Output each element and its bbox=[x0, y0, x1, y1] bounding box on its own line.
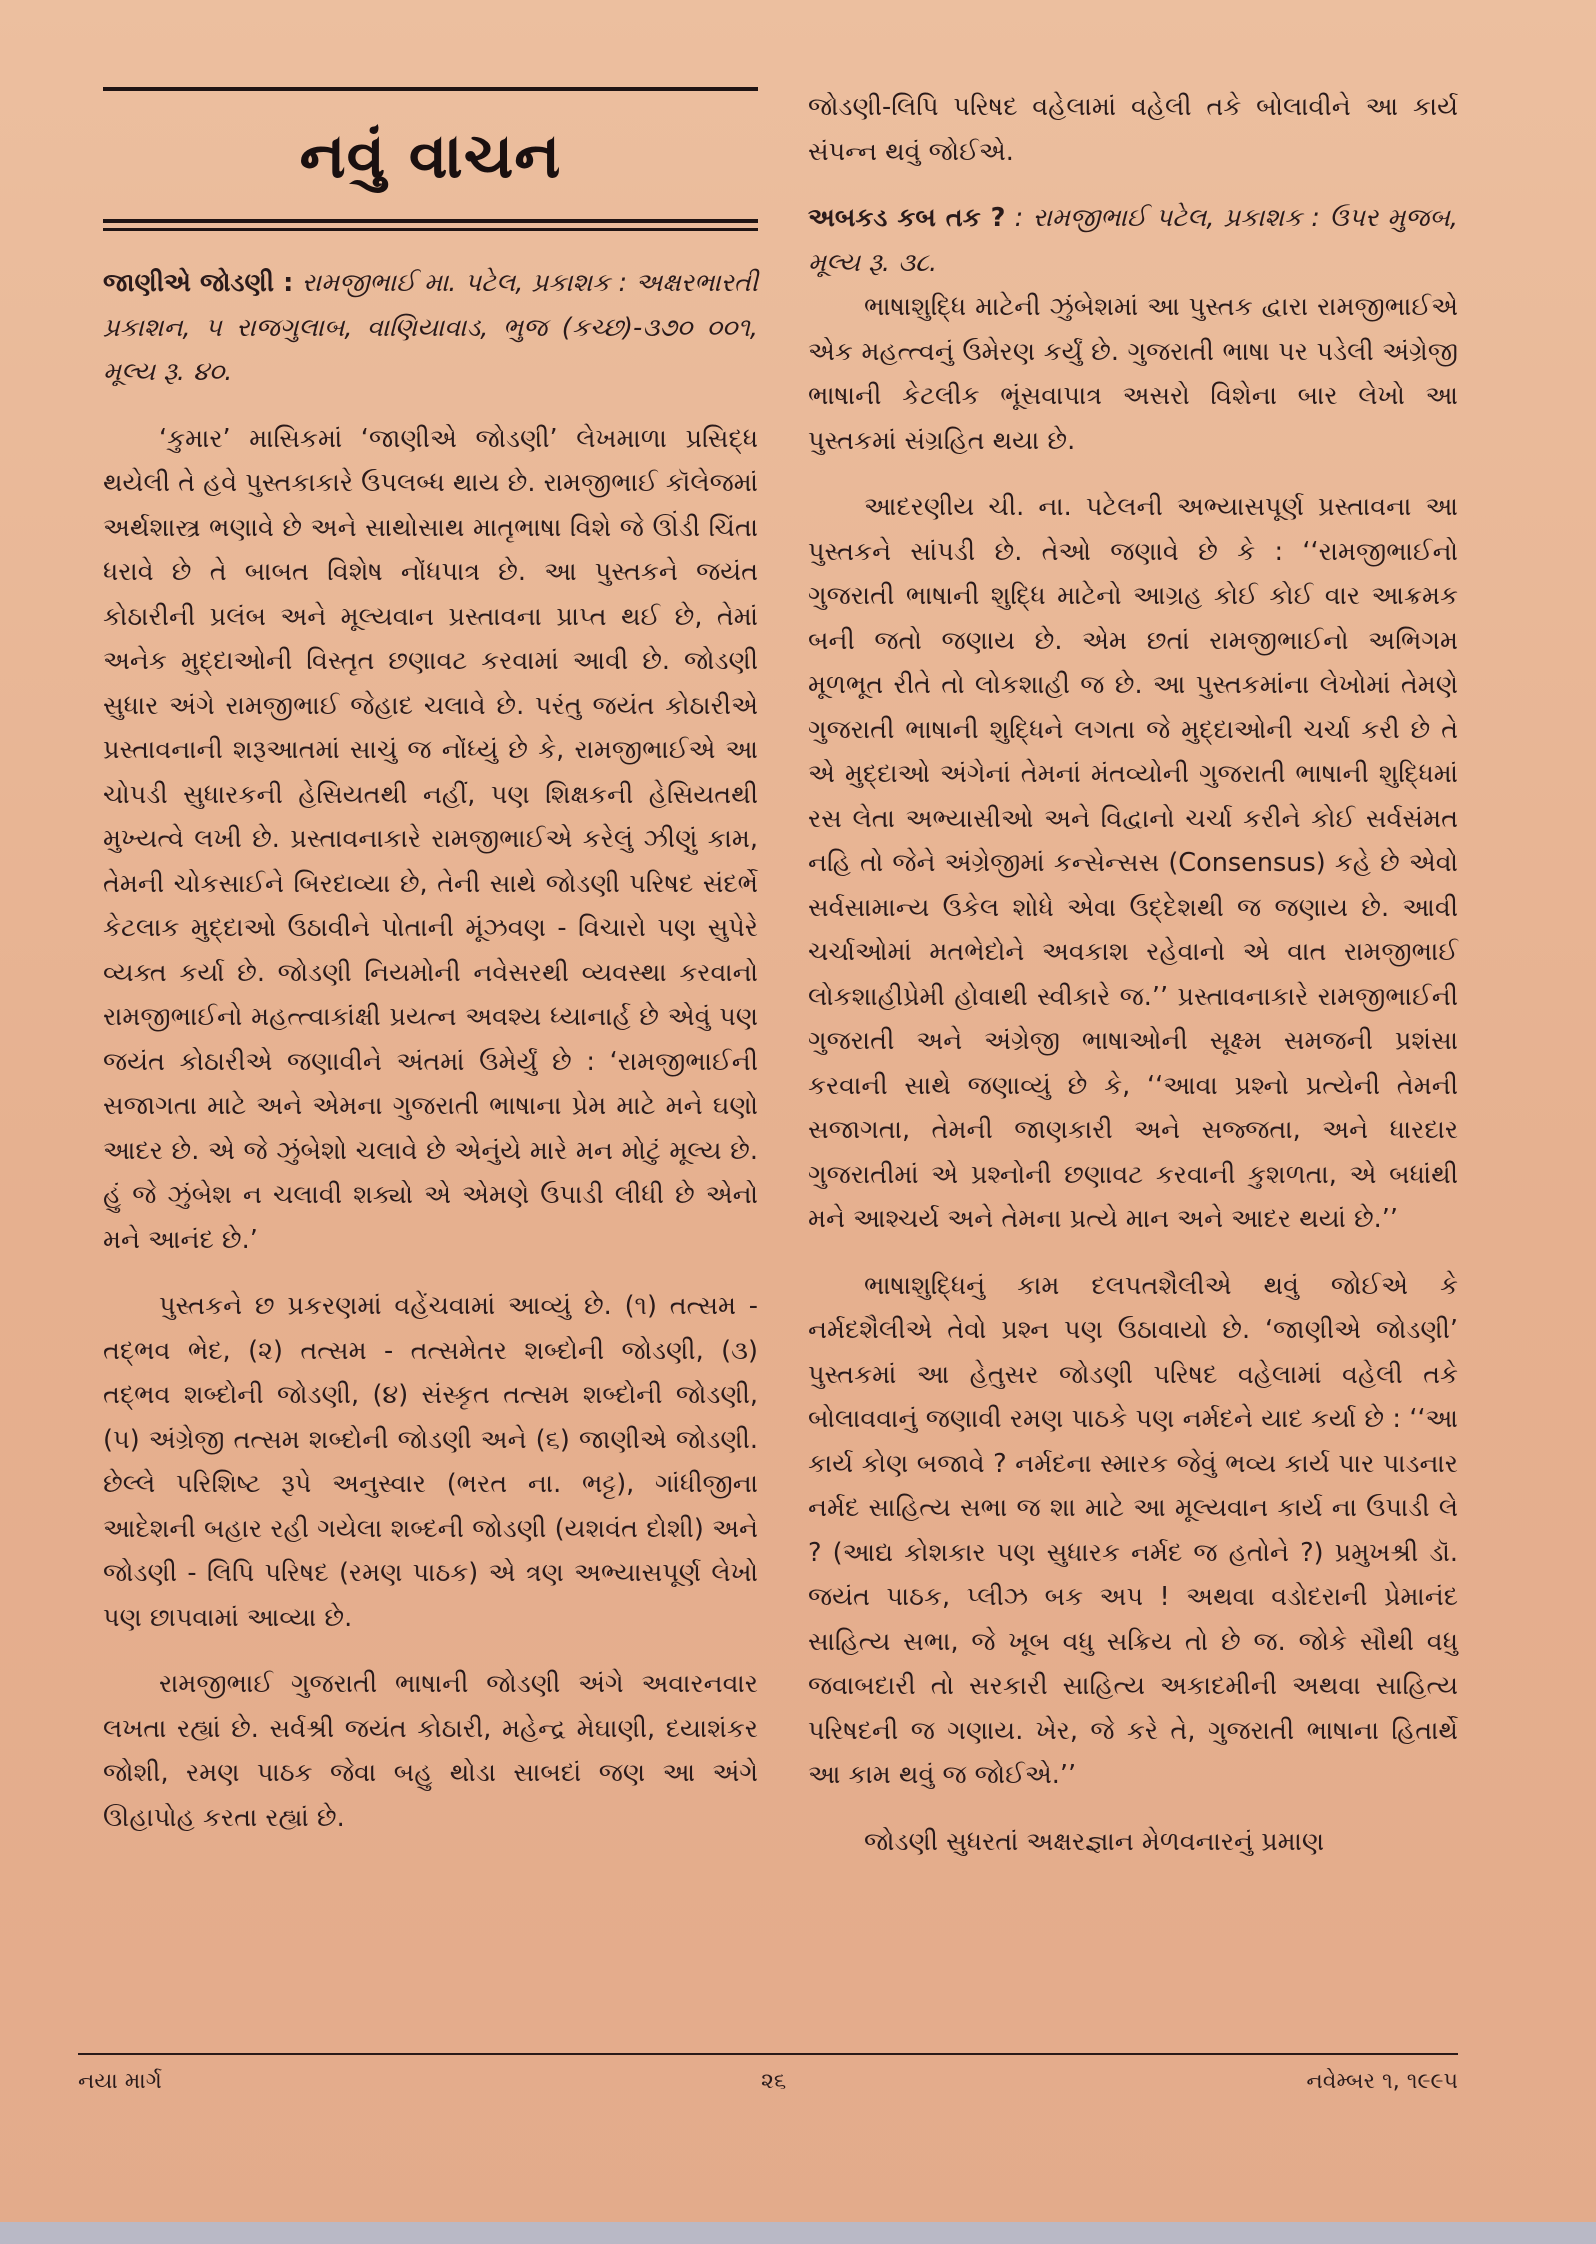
review1-bibliography bbox=[103, 261, 758, 395]
left-column bbox=[103, 85, 758, 1840]
review1-book-title: જાણીએ જોડણી : bbox=[103, 268, 294, 298]
top-rule bbox=[103, 87, 758, 91]
review1-publication-details: રામજીભાઈ મા. પટેલ, પ્રકાશક : અક્ષરભારતી પ્રકાશન, ૫ રાજગુલાબ, વાણિયાવાડ, ભુજ (કચ્છ)-૩૭૦ ૦૦૧, મૂલ્ય રૂ. ૪૦. bbox=[103, 268, 758, 387]
review1-paragraph-3: રામજીભાઈ ગુજરાતી ભાષાની જોડણી અંગે અવારનવાર લખતા રહ્યાં છે. સર્વશ્રી જયંત કોઠારી, મહેન્દ્ર મેઘાણી, દયાશંકર જોશી, રમણ પાઠક જેવા બહુ થોડા સાબદાં જણ આ અંગે ઊહાપોહ કરતા રહ્યાં છે. bbox=[103, 1669, 758, 1833]
review2-publication-details: : રામજીભાઈ પટેલ, પ્રકાશક : ઉપર મુજબ, મૂલ્ય રૂ. ૩૮. bbox=[808, 203, 1458, 278]
review2-bibliography bbox=[808, 196, 1458, 285]
magazine-name: નયા માર્ગ bbox=[78, 2069, 162, 2094]
review1-paragraph-1: ‘કુમાર’ માસિકમાં ‘જાણીએ જોડણી’ લેખમાળા પ્રસિદ્ધ થયેલી તે હવે પુસ્તકાકારે ઉપલબ્ધ થાય છે. રામજીભાઈ કૉલેજમાં અર્થશાસ્ત્ર ભણાવે છે અને સાથોસાથ માતૃભાષા વિશે જે ઊંડી ચિંતા ધરાવે છે તે બાબત વિશેષ નોંધપાત્ર છે. આ પુસ્તકને જયંત કોઠારીની પ્રલંબ અને મૂલ્યવાન પ્રસ્તાવના પ્રાપ્ત થઈ છે, તેમાં અનેક મુદ્દાઓની વિસ્તૃત છણાવટ કરવામાં આવી છે. જોડણી સુધાર અંગે રામજીભાઈ જેહાદ ચલાવે છે. પરંતુ જયંત કોઠારીએ પ્રસ્તાવનાની શરૂઆતમાં સાચું જ નોંધ્યું છે કે, રામજીભાઈએ આ ચોપડી સુધારકની હેસિયતથી નહીં, પણ શિક્ષકની હેસિયતથી મુખ્યત્વે લખી છે. પ્રસ્તાવનાકારે રામજીભાઈએ કરેલું ઝીણું કામ, તેમની ચોકસાઈને બિરદાવ્યા છે, તેની સાથે જોડણી પરિષદ સંદર્ભે કેટલાક મુદ્દાઓ ઉઠાવીને પોતાની મૂંઝવણ - વિચારો પણ સુપેરે વ્યક્ત કર્યા છે. જોડણી નિયમોની નવેસરથી વ્યવસ્થા કરવાનો રામજીભાઈનો મહત્ત્વાકાંક્ષી પ્રયત્ન અવશ્ય ધ્યાનાર્હ છે એવું પણ જયંત કોઠારીએ જણાવીને અંતમાં ઉમેર્યું છે : ‘રામજીભાઈની સજાગતા માટે અને એમના ગુજરાતી ભાષાના પ્રેમ માટે મને ઘણો આદર છે. એ જે ઝુંબેશો ચલાવે છે એનુંયે મારે મન મોટું મૂલ્ય છે. હું જે ઝુંબેશ ન ચલાવી શક્યો એ એમણે ઉપાડી લીધી છે એનો મને આનંદ છે.’ bbox=[103, 423, 758, 1255]
review2-paragraph-3: ભાષાશુદ્ધિનું કામ દલપતશૈલીએ થવું જોઈએ કે નર્મદશૈલીએ તેવો પ્રશ્ન પણ ઉઠાવાયો છે. ‘જાણીએ જોડણી’ પુસ્તકમાં આ હેતુસર જોડણી પરિષદ વહેલામાં વહેલી તકે બોલાવવાનું જણાવી રમણ પાઠકે પણ નર્મદને યાદ કર્યા છે : ‘‘આ કાર્ય કોણ બજાવે ? નર્મદના સ્મારક જેવું ભવ્ય કાર્ય પાર પાડનાર નર્મદ સાહિત્ય સભા જ શા માટે આ મૂલ્યવાન કાર્ય ના ઉપાડી લે ? (આદ્ય કોશકાર પણ સુધારક નર્મદ જ હતોને ?) પ્રમુખશ્રી ડૉ. જયંત પાઠક, પ્લીઝ બક અપ ! અથવા વડોદરાની પ્રેમાનંદ સાહિત્ય સભા, જે ખૂબ વધુ સક્રિય તો છે જ. જોકે સૌથી વધુ જવાબદારી તો સરકારી સાહિત્ય અકાદમીની અથવા સાહિત્ય પરિષદની જ ગણાય. ખેર, જે કરે તે, ગુજરાતી ભાષાના હિતાર્થે આ કામ થવું જ જોઈએ.’’ bbox=[808, 1270, 1458, 1790]
page-footer bbox=[78, 2053, 1458, 2094]
review2-paragraph-1: ભાષાશુદ્ધિ માટેની ઝુંબેશમાં આ પુસ્તક દ્વારા રામજીભાઈએ એક મહત્ત્વનું ઉમેરણ કર્યું છે. ગુજરાતી ભાષા પર પડેલી અંગ્રેજી ભાષાની કેટલીક ભૂંસવાપાત્ર અસરો વિશેના બાર લેખો આ પુસ્તકમાં સંગ્રહિત થયા છે. bbox=[808, 292, 1458, 456]
review2-book-title: અબકડ કબ તક ? bbox=[808, 203, 1006, 233]
scan-edge bbox=[0, 2222, 1596, 2244]
review1-paragraph-2: પુસ્તકને છ પ્રકરણમાં વહેંચવામાં આવ્યું છે. (૧) તત્સમ - તદ્ભવ ભેદ, (૨) તત્સમ - તત્સમેતર શબ્દોની જોડણી, (૩) તદ્ભવ શબ્દોની જોડણી, (૪) સંસ્કૃત તત્સમ શબ્દોની જોડણી, (૫) અંગ્રેજી તત્સમ શબ્દોની જોડણી અને (૬) જાણીએ જોડણી. છેલ્લે પરિશિષ્ટ રૂપે અનુસ્વાર (ભરત ના. ભટ્ટ), ગાંધીજીના આદેશની બહાર રહી ગયેલા શબ્દની જોડણી (યશવંત દોશી) અને જોડણી - લિપિ પરિષદ (રમણ પાઠક) એ ત્રણ અભ્યાસપૂર્ણ લેખો પણ છાપવામાં આવ્યા છે. bbox=[103, 1291, 758, 1633]
section-title: નવું વાચન bbox=[299, 119, 562, 192]
review2-paragraph-4: જોડણી સુધરતાં અક્ષરજ્ઞાન મેળવનારનું પ્રમાણ bbox=[864, 1826, 1325, 1857]
right-column bbox=[808, 85, 1458, 1864]
page-number: ૨૬ bbox=[761, 2069, 787, 2094]
review1-paragraph-4: જોડણી-લિપિ પરિષદ વહેલામાં વહેલી તકે બોલાવીને આ કાર્ય સંપન્ન થવું જોઈએ. bbox=[808, 92, 1458, 167]
issue-date: નવેમ્બર ૧, ૧૯૯૫ bbox=[1306, 2069, 1458, 2094]
review2-paragraph-2: આદરણીય ચી. ના. પટેલની અભ્યાસપૂર્ણ પ્રસ્તાવના આ પુસ્તકને સાંપડી છે. તેઓ જણાવે છે કે : ‘‘રામજીભાઈનો ગુજરાતી ભાષાની શુદ્ધિ માટેનો આગ્રહ કોઈ કોઈ વાર આક્રમક બની જતો જણાય છે. એમ છતાં રામજીભાઈનો અભિગમ મૂળભૂત રીતે તો લોકશાહી જ છે. આ પુસ્તકમાંના લેખોમાં તેમણે ગુજરાતી ભાષાની શુદ્ધિને લગતા જે મુદ્દાઓની ચર્ચા કરી છે તે એ મુદ્દાઓ અંગેનાં તેમનાં મંતવ્યોની ગુજરાતી ભાષાની શુદ્ધિમાં રસ લેતા અભ્યાસીઓ અને વિદ્વાનો ચર્ચા કરીને કોઈ સર્વસંમત નહિ તો જેને અંગ્રેજીમાં કન્સેન્સસ (Consensus) કહે છે એવો સર્વસામાન્ય ઉકેલ શોધે એવા ઉદ્દેશથી જ જણાય છે. આવી ચર્ચાઓમાં મતભેદોને અવકાશ રહેવાનો એ વાત રામજીભાઈ લોકશાહીપ્રેમી હોવાથી સ્વીકારે જ.’’ પ્રસ્તાવનાકારે રામજીભાઈની ગુજરાતી અને અંગ્રેજી ભાષાઓની સૂક્ષ્મ સમજની પ્રશંસા કરવાની સાથે જણાવ્યું છે કે, ‘‘આવા પ્રશ્નો પ્રત્યેની તેમની સજાગતા, તેમની જાણકારી અને સજ્જતા, અને ધારદાર ગુજરાતીમાં એ પ્રશ્નોની છણાવટ કરવાની કુશળતા, એ બધાંથી મને આશ્ચર્ય અને તેમના પ્રત્યે માન અને આદર થયાં છે.’’ bbox=[808, 492, 1458, 1234]
double-rule bbox=[103, 219, 758, 231]
